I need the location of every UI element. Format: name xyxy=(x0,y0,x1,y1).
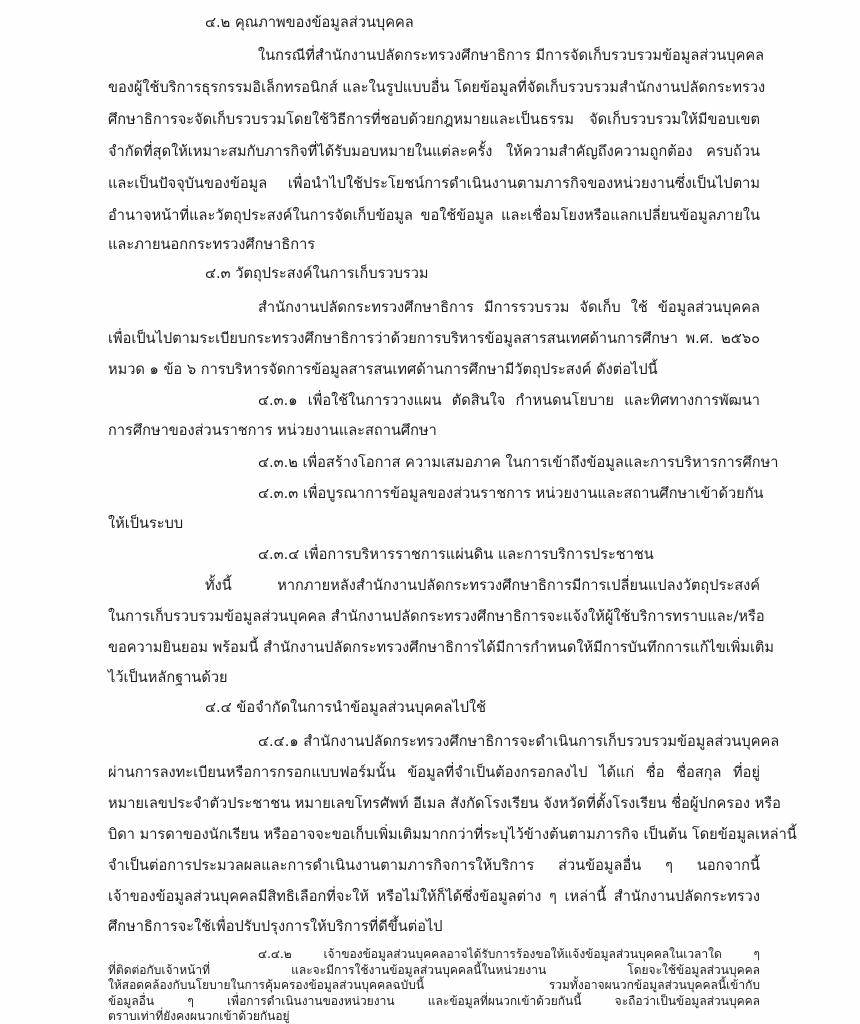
item-4-3-4: ๔.๓.๔ เพื่อการบริหารราชการแผ่นดิน และการบริการประชาชน xyxy=(258,546,654,563)
paragraph-line: ผ่านการลงทะเบียนหรือการกรอกแบบฟอร์มนั้น ข้อมูลที่จำเป็นต้องกรอกลงไป ได้แก่ ชื่อ ชื่อสกุล ที่อยู่ xyxy=(108,764,760,781)
paragraph-line: หมายเลขประจำตัวประชาชน หมายเลขโทรศัพท์ อีเมล สังกัดโรงเรียน จังหวัดที่ตั้งโรงเรียน ชื่อผู้ปกครอง หรือ xyxy=(108,795,781,812)
heading-4-2: ๔.๒ คุณภาพของข้อมูลส่วนบุคคล xyxy=(205,14,414,31)
paragraph-line: ที่ติดต่อกับเจ้าหน้าที่ และจะมีการใช้งานข้อมูลส่วนบุคคลนี้ในหน่วยงาน โดยจะใช้ข้อมูลส่วนบุคคล xyxy=(108,962,760,977)
paragraph-line: และเป็นปัจจุบันของข้อมูล เพื่อนำไปใช้ประโยชน์การดำเนินงานตามภารกิจของหน่วยงานซึ่งเป็นไปตาม xyxy=(108,175,760,192)
paragraph-line: ในกรณีที่สำนักงานปลัดกระทรวงศึกษาธิการ มีการจัดเก็บรวบรวมข้อมูลส่วนบุคคล xyxy=(258,47,765,64)
paragraph-line: ให้สอดคล้องกับนโยบายในการคุ้มครองข้อมูลส่วนบุคคลฉบับนี้ รวมทั้งอาจผนวกข้อมูลส่วนบุคคลนี้เข้ากับ xyxy=(108,978,760,992)
paragraph-line: เพื่อเป็นไปตามระเบียบกระทรวงศึกษาธิการว่าด้วยการบริหารข้อมูลสารสนเทศด้านการศึกษา พ.ศ. ๒๕๖๐ xyxy=(108,330,760,347)
paragraph-line: บิดา มารดาของนักเรียน หรืออาจจะขอเก็บเพิ่มเติมมากกว่าที่ระบุไว้ข้างต้นตามภารกิจ เป็นต้น โดยข้อมูลเหล่านี้ xyxy=(108,826,797,843)
heading-4-4: ๔.๔ ข้อจำกัดในการนำข้อมูลส่วนบุคคลไปใช้ xyxy=(205,699,487,716)
heading-4-3: ๔.๓ วัตถุประสงค์ในการเก็บรวบรวม xyxy=(205,265,429,282)
paragraph-line: ศึกษาธิการจะใช้เพื่อปรับปรุงการให้บริการที่ดีขึ้นต่อไป xyxy=(108,918,443,935)
paragraph-line: เจ้าของข้อมูลส่วนบุคคลมีสิทธิเลือกที่จะให้ หรือไม่ให้ก็ได้ซึ่งข้อมูลต่าง ๆ เหล่านี้ สำนักงานปลัดกระทรวง xyxy=(108,888,760,905)
paragraph-line: ของผู้ใช้บริการธุรกรรมอิเล็กทรอนิกส์ และในรูปแบบอื่น โดยข้อมูลที่จัดเก็บรวบรวมสำนักงานปลัดกระทรวง xyxy=(108,79,766,96)
paragraph-line: และภายนอกกระทรวงศึกษาธิการ xyxy=(108,236,316,253)
item-4-4-1: ๔.๔.๑ สำนักงานปลัดกระทรวงศึกษาธิการจะดำเนินการเก็บรวบรวมข้อมูลส่วนบุคคล xyxy=(258,733,780,750)
paragraph-line: สำนักงานปลัดกระทรวงศึกษาธิการ มีการรวบรวม จัดเก็บ ใช้ ข้อมูลส่วนบุคคล xyxy=(258,299,760,316)
paragraph-line: ทั้งนี้ หากภายหลังสำนักงานปลัดกระทรวงศึกษาธิการมีการเปลี่ยนแปลงวัตถุประสงค์ xyxy=(205,577,760,594)
paragraph-line: ศึกษาธิการจะจัดเก็บรวบรวมโดยใช้วิธีการที่ชอบด้วยกฎหมายและเป็นธรรม จัดเก็บรวบรวมให้มีขอบเขต xyxy=(108,111,760,128)
paragraph-line: ข้อมูลอื่น ๆ เพื่อการดำเนินงานของหน่วยงาน และข้อมูลที่ผนวกเข้าด้วยกันนี้ จะถือว่าเป็นข้อมูลส่วนบุคคล xyxy=(108,993,760,1008)
paragraph-line: ให้เป็นระบบ xyxy=(108,515,184,532)
paragraph-line: การศึกษาของส่วนราชการ หน่วยงานและสถานศึกษา xyxy=(108,422,437,439)
paragraph-line: อำนาจหน้าที่และวัตถุประสงค์ในการจัดเก็บข้อมูล ขอใช้ข้อมูล และเชื่อมโยงหรือแลกเปลี่ยนข้อมูลภายใน xyxy=(108,207,760,224)
item-4-3-3: ๔.๓.๓ เพื่อบูรณาการข้อมูลของส่วนราชการ หน่วยงานและสถานศึกษาเข้าด้วยกัน xyxy=(258,485,764,502)
item-4-3-1: ๔.๓.๑ เพื่อใช้ในการวางแผน ตัดสินใจ กำหนดนโยบาย และทิศทางการพัฒนา xyxy=(258,392,760,409)
paragraph-line: ตราบเท่าที่ยังคงผนวกเข้าด้วยกันอยู่ xyxy=(108,1009,290,1023)
paragraph-line: ไว้เป็นหลักฐานด้วย xyxy=(108,669,228,686)
paragraph-line: ขอความยินยอม พร้อมนี้ สำนักงานปลัดกระทรวงศึกษาธิการได้มีการกำหนดให้มีการบันทึกการแก้ไขเพิ่มเติม xyxy=(108,639,775,656)
paragraph-line: หมวด ๑ ข้อ ๖ การบริหารจัดการข้อมูลสารสนเทศด้านการศึกษามีวัตถุประสงค์ ดังต่อไปนี้ xyxy=(108,361,658,378)
paragraph-line: จำกัดที่สุดให้เหมาะสมกับภารกิจที่ได้รับมอบหมายในแต่ละครั้ง ให้ความสำคัญถึงความถูกต้อง ครบถ้วน xyxy=(108,143,760,160)
paragraph-line: จำเป็นต่อการประมวลผลและการดำเนินงานตามภารกิจการให้บริการ ส่วนข้อมูลอื่น ๆ นอกจากนี้ xyxy=(108,857,760,874)
item-4-4-2: ๔.๔.๒ เจ้าของข้อมูลส่วนบุคคลอาจได้รับการร้องขอให้แจ้งข้อมูลส่วนบุคคลในเวลาใด ๆ xyxy=(258,947,760,961)
paragraph-line: ในการเก็บรวบรวมข้อมูลส่วนบุคคล สำนักงานปลัดกระทรวงศึกษาธิการจะแจ้งให้ผู้ใช้บริการทราบและ/หรือ xyxy=(108,608,765,625)
item-4-3-2: ๔.๓.๒ เพื่อสร้างโอกาส ความเสมอภาค ในการเข้าถึงข้อมูลและการบริหารการศึกษา xyxy=(258,454,779,471)
